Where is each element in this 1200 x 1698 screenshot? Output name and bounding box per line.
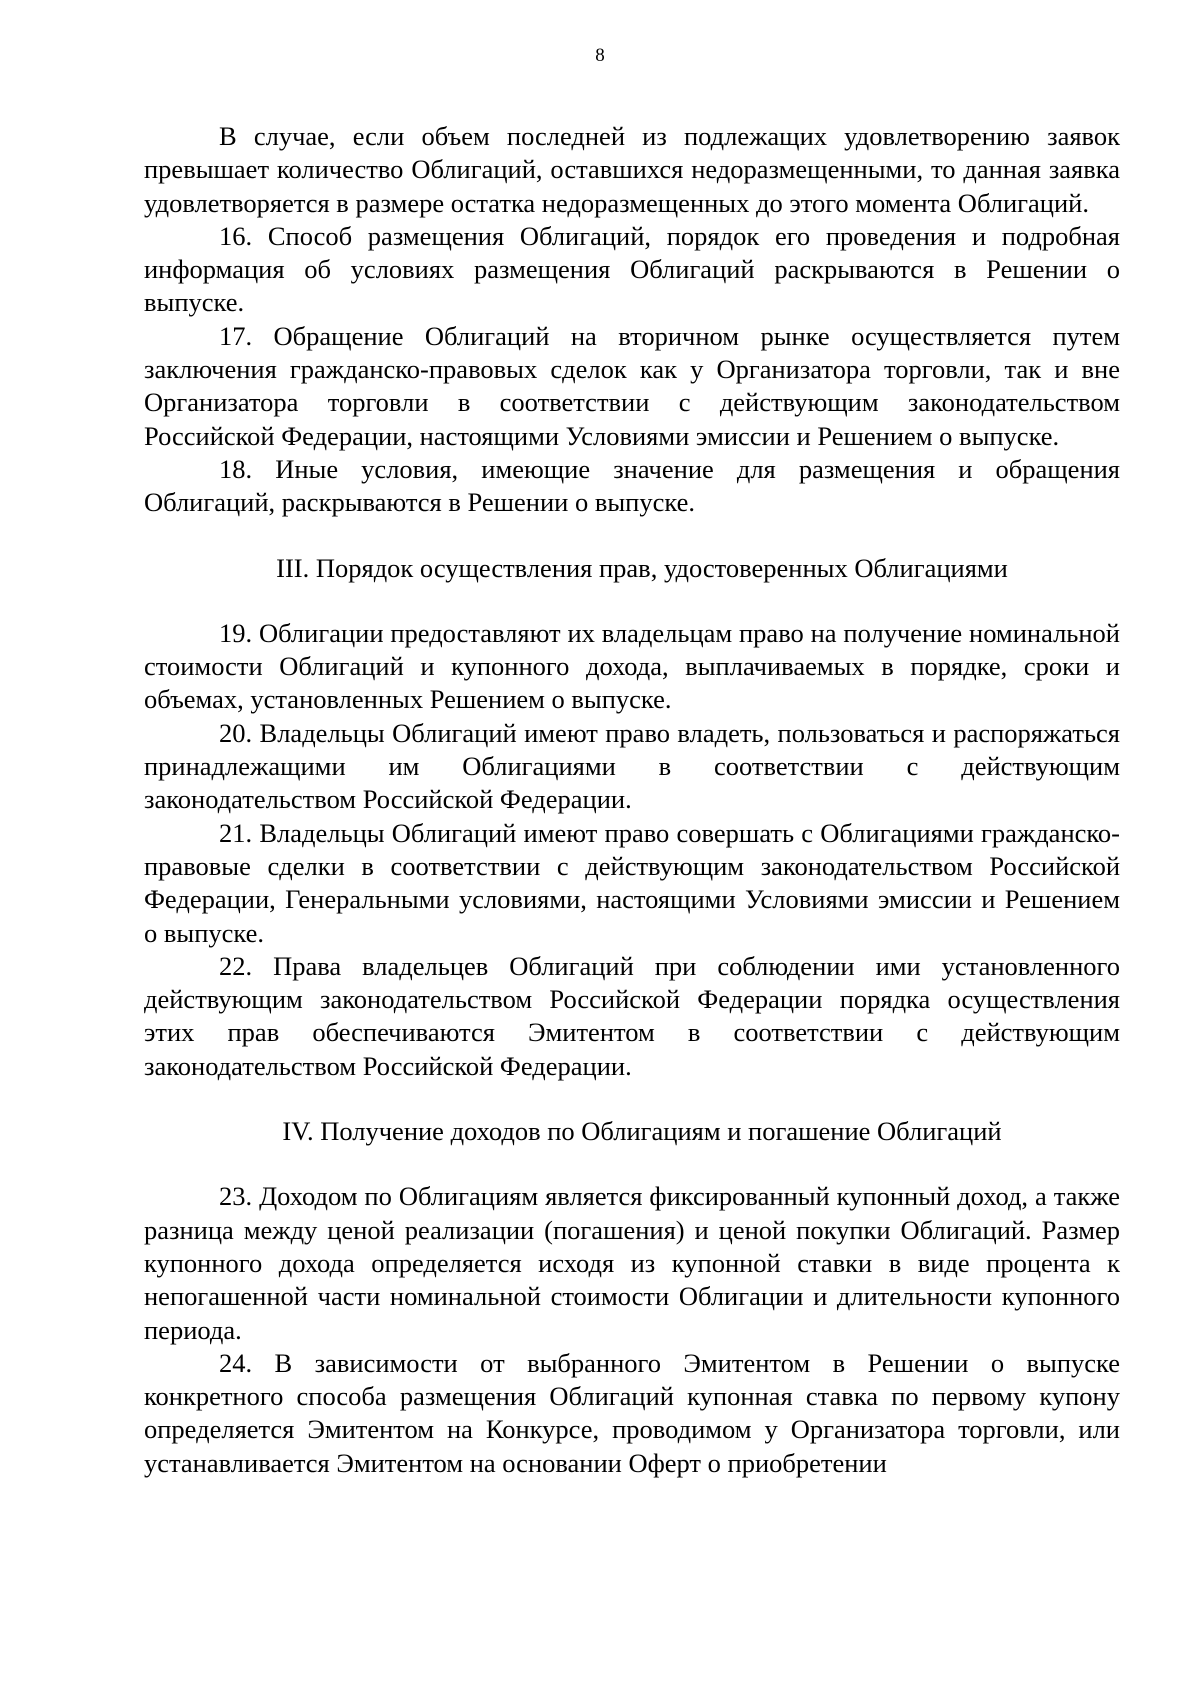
paragraph-21: 21. Владельцы Облигаций имеют право совершать с Облигациями гражданско-правовые сделки в соответствии с действующим законодательством Российской Федерации, Генеральными условиями, настоящими Условиями эмиссии и Решением о выпуске. <box>144 817 1120 948</box>
section-heading-iv: IV. Получение доходов по Облигациям и погашение Облигаций <box>282 1116 1002 1147</box>
paragraph-17: 17. Обращение Облигаций на вторичном рынке осуществляется путем заключения гражданско-правовых сделок как у Организатора торговли, так и вне Организатора торговли в соответствии с действующим законодательством Российской Федерации, настоящими Условиями эмиссии и Решением о выпуске. <box>144 320 1120 451</box>
paragraph-continuation: В случае, если объем последней из подлежащих удовлетворению заявок превышает количество Облигаций, оставшихся недоразмещенными, то данная заявка удовлетворяется в размере остатка недоразмещенных до этого момента Облигаций. <box>144 121 1120 218</box>
paragraph-22: 22. Права владельцев Облигаций при соблюдении ими установленного действующим законодательством Российской Федерации порядка осуществления этих прав обеспечиваются Эмитентом в соответствии с действующим законодательством Российской Федерации. <box>144 950 1120 1081</box>
paragraph-16: 16. Способ размещения Облигаций, порядок его проведения и подробная информация об условиях размещения Облигаций раскрываются в Решении о выпуске. <box>144 220 1120 318</box>
section-heading-iii: III. Порядок осуществления прав, удостоверенных Облигациями <box>276 552 1008 583</box>
paragraph-20: 20. Владельцы Облигаций имеют право владеть, пользоваться и распоряжаться принадлежащими им Облигациями в соответствии с действующим законодательством Российской Федерации. <box>144 717 1120 815</box>
paragraph-19: 19. Облигации предоставляют их владельцам право на получение номинальной стоимости Облигаций и купонного дохода, выплачиваемых в порядке, сроки и объемах, установленных Решением о выпуске. <box>144 617 1120 715</box>
paragraph-24: 24. В зависимости от выбранного Эмитентом в Решении о выпуске конкретного способа размещения Облигаций купонная ставка по первому купону определяется Эмитентом на Конкурсе, проводимом у Организатора торговли, или устанавливается Эмитентом на основании Оферт о приобретении <box>144 1347 1120 1478</box>
document-body <box>144 120 1120 1480</box>
paragraph-18: 18. Иные условия, имеющие значение для размещения и обращения Облигаций, раскрываются в Решении о выпуске. <box>144 453 1120 518</box>
page-number: 8 <box>595 45 605 66</box>
paragraph-23: 23. Доходом по Облигациям является фиксированный купонный доход, а также разница между ценой реализации (погашения) и ценой покупки Облигаций. Размер купонного дохода определяется исходя из купонной ставки в виде процента к непогашенной части номинальной стоимости Облигации и длительности купонного периода. <box>144 1181 1120 1345</box>
